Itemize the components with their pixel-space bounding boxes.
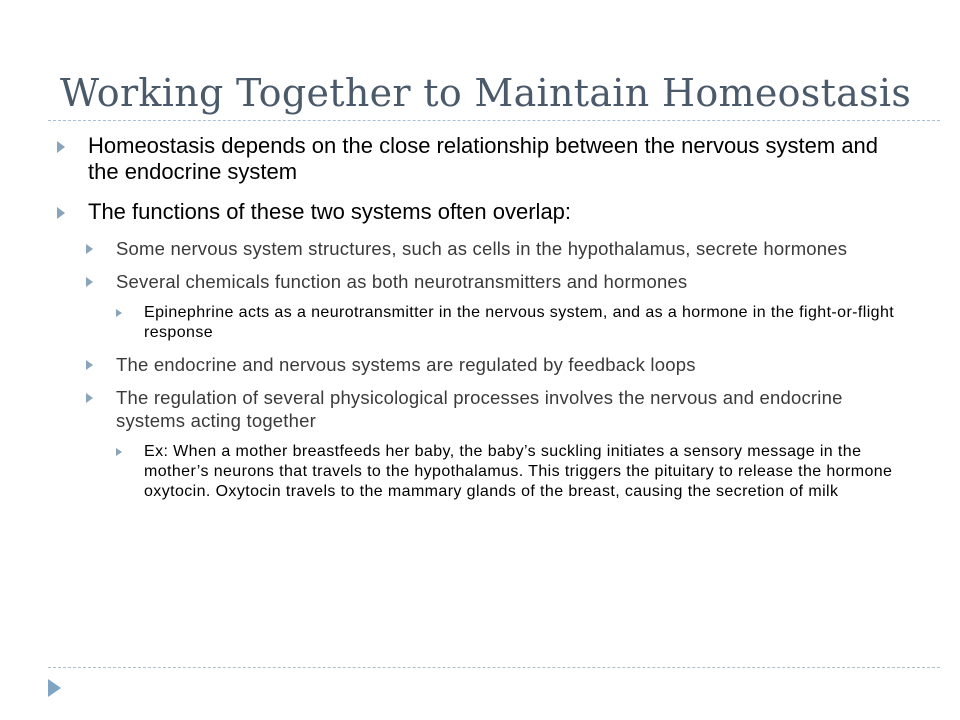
bullet-text: Several chemicals function as both neurotransmitters and hormones [116,271,688,292]
bullet-item [57,133,907,185]
corner-triangle-icon [48,679,61,697]
title-divider [48,120,940,121]
sub-sub-bullet-item [116,442,907,502]
bullet-text: Ex: When a mother breastfeeds her baby, the baby’s suckling initiates a sensory message in the mother’s neurons that travels to the hypothalamus. This triggers the pituitary to release the hormone oxytocin. Oxytocin travels to the mammary glands of the breast, causing the secretion of milk [144,443,893,500]
bullet-arrow-icon [86,360,93,370]
sub-bullet-item [86,270,907,293]
sub-bullet-item [86,353,907,376]
bullet-arrow-icon [57,207,65,219]
bullet-arrow-icon [86,393,93,403]
slide-title: Working Together to Maintain Homeostasis [60,71,912,115]
sub-bullet-item [86,237,907,260]
bullet-text: Homeostasis depends on the close relationship between the nervous system and the endocrine system [88,133,879,184]
bullet-arrow-icon [86,277,93,287]
bullet-arrow-icon [57,141,65,153]
bullet-arrow-icon [86,244,93,254]
bullet-text: Some nervous system structures, such as cells in the hypothalamus, secrete hormones [116,238,848,259]
sub-sub-bullet-item [116,303,907,343]
bullet-text: The regulation of several physicological processes involves the nervous and endocrine systems acting together [116,387,843,431]
footer-divider [48,667,940,668]
bullet-arrow-icon [116,309,122,317]
bullet-item [57,199,907,225]
bullet-text: Epinephrine acts as a neurotransmitter in the nervous system, and as a hormone in the fight-or-flight response [144,304,895,341]
bullet-text: The endocrine and nervous systems are regulated by feedback loops [116,354,696,375]
bullet-arrow-icon [116,448,122,456]
bullet-list [57,133,907,512]
bullet-text: The functions of these two systems often overlap: [88,199,572,224]
sub-bullet-item [86,386,907,432]
